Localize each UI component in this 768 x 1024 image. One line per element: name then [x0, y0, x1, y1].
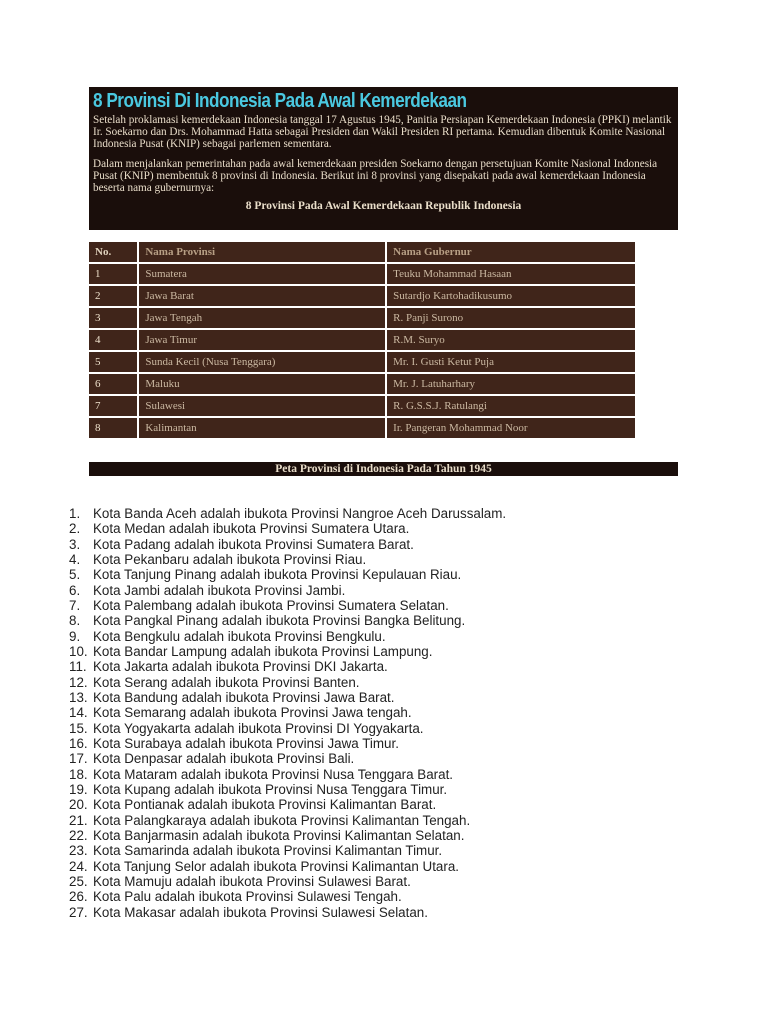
list-item-text: Kota Jambi adalah ibukota Provinsi Jambi.	[93, 582, 346, 598]
table-row	[89, 286, 635, 306]
list-item-number: 3.	[69, 536, 81, 552]
list-item	[69, 613, 506, 628]
list-item-number: 11.	[69, 659, 87, 675]
list-item-text: Kota Tanjung Pinang adalah ibukota Provinsi Kepulauan Riau.	[93, 567, 462, 583]
list-item-number: 16.	[69, 735, 88, 751]
list-item	[69, 506, 506, 521]
list-item	[69, 721, 506, 736]
list-item	[69, 659, 506, 674]
list-item-text: Kota Palu adalah ibukota Provinsi Sulawesi Tengah.	[93, 889, 402, 905]
table-row	[89, 264, 635, 284]
list-item-text: Kota Mataram adalah ibukota Provinsi Nusa Tenggara Barat.	[93, 766, 454, 782]
list-item-number: 6.	[69, 582, 81, 598]
list-item-number: 12.	[69, 674, 88, 690]
list-item-text: Kota Pontianak adalah ibukota Provinsi Kalimantan Barat.	[93, 797, 437, 813]
list-item-text: Kota Pekanbaru adalah ibukota Provinsi Riau.	[93, 551, 367, 567]
cell-no: 4	[89, 330, 137, 350]
cell-province: Jawa Barat	[139, 286, 385, 306]
cell-province: Maluku	[139, 374, 385, 394]
list-item-number: 18.	[69, 766, 88, 782]
list-item-number: 22.	[69, 827, 88, 843]
cell-governor: R.M. Suryo	[387, 330, 635, 350]
list-item-text: Kota Serang adalah ibukota Provinsi Banten.	[93, 674, 360, 690]
article-header	[89, 87, 678, 230]
list-item-number: 25.	[69, 873, 88, 889]
list-item-number: 20.	[69, 797, 88, 813]
table-caption: 8 Provinsi Pada Awal Kemerdekaan Republik Indonesia	[245, 200, 522, 213]
list-item	[69, 767, 506, 782]
list-item-number: 7.	[69, 597, 81, 613]
list-item	[69, 736, 506, 751]
cell-province: Kalimantan	[139, 418, 385, 438]
list-item-number: 8.	[69, 613, 81, 629]
list-item	[69, 552, 506, 567]
list-item-text: Kota Medan adalah ibukota Provinsi Sumatera Utara.	[93, 521, 410, 537]
list-item-text: Kota Mamuju adalah ibukota Provinsi Sulawesi Barat.	[93, 873, 411, 889]
cell-no: 6	[89, 374, 137, 394]
cell-no: 1	[89, 264, 137, 284]
list-item-text: Kota Surabaya adalah ibukota Provinsi Jawa Timur.	[93, 735, 399, 751]
capital-city-list	[69, 506, 506, 920]
list-item	[69, 751, 506, 766]
list-item-text: Kota Pangkal Pinang adalah ibukota Provinsi Bangka Belitung.	[93, 613, 466, 629]
cell-governor: Ir. Pangeran Mohammad Noor	[387, 418, 635, 438]
cell-governor: R. Panji Surono	[387, 308, 635, 328]
header-cell-no: No.	[89, 242, 137, 262]
list-item-text: Kota Banda Aceh adalah ibukota Provinsi Nangroe Aceh Darussalam.	[93, 506, 507, 521]
cell-no: 8	[89, 418, 137, 438]
list-item-text: Kota Denpasar adalah ibukota Provinsi Bali.	[93, 751, 355, 767]
list-item-number: 23.	[69, 843, 88, 859]
table-row	[89, 418, 635, 438]
table-row	[89, 396, 635, 416]
list-item	[69, 598, 506, 613]
list-item	[69, 782, 506, 797]
list-item-number: 26.	[69, 889, 88, 905]
table-row	[89, 308, 635, 328]
list-item-number: 4.	[69, 551, 81, 567]
list-item	[69, 843, 506, 858]
list-item-number: 21.	[69, 812, 88, 828]
list-item	[69, 813, 506, 828]
cell-no: 3	[89, 308, 137, 328]
map-caption: Peta Provinsi di Indonesia Pada Tahun 1945	[89, 462, 678, 476]
list-item	[69, 797, 506, 812]
cell-province: Sulawesi	[139, 396, 385, 416]
cell-governor: Teuku Mohammad Hasaan	[387, 264, 635, 284]
cell-province: Jawa Timur	[139, 330, 385, 350]
list-item	[69, 629, 506, 644]
list-item	[69, 567, 506, 582]
list-item-text: Kota Samarinda adalah ibukota Provinsi Kalimantan Timur.	[93, 843, 443, 859]
list-item-text: Kota Yogyakarta adalah ibukota Provinsi DI Yogyakarta.	[93, 720, 424, 736]
cell-governor: R. G.S.S.J. Ratulangi	[387, 396, 635, 416]
list-item	[69, 874, 506, 889]
page-title: 8 Provinsi Di Indonesia Pada Awal Kemerdekaan	[93, 90, 467, 112]
list-item	[69, 905, 506, 920]
province-table-wrapper	[87, 240, 637, 440]
list-item-number: 19.	[69, 781, 88, 797]
list-item-text: Kota Bandar Lampung adalah ibukota Provinsi Lampung.	[93, 643, 433, 659]
list-item-number: 13.	[69, 689, 88, 705]
list-item-text: Kota Semarang adalah ibukota Provinsi Jawa tengah.	[93, 705, 412, 721]
list-item-number: 17.	[69, 751, 88, 767]
list-item	[69, 675, 506, 690]
cell-no: 2	[89, 286, 137, 306]
list-item-text: Kota Bandung adalah ibukota Provinsi Jawa Barat.	[93, 689, 395, 705]
list-item-text: Kota Tanjung Selor adalah ibukota Provinsi Kalimantan Utara.	[93, 858, 459, 874]
list-item	[69, 537, 506, 552]
cell-governor: Mr. I. Gusti Ketut Puja	[387, 352, 635, 372]
list-item-number: 24.	[69, 858, 88, 874]
cell-governor: Sutardjo Kartohadikusumo	[387, 286, 635, 306]
list-item-number: 1.	[69, 506, 81, 521]
header-cell-province: Nama Provinsi	[139, 242, 385, 262]
list-item-number: 15.	[69, 720, 88, 736]
list-item	[69, 889, 506, 904]
table-row	[89, 352, 635, 372]
list-item-number: 10.	[69, 643, 88, 659]
province-table	[87, 240, 637, 440]
list-item-number: 9.	[69, 628, 81, 644]
table-row	[89, 374, 635, 394]
list-item-text: Kota Padang adalah ibukota Provinsi Sumatera Barat.	[93, 536, 414, 552]
list-item-text: Kota Makasar adalah ibukota Provinsi Sulawesi Selatan.	[93, 904, 428, 920]
list-item-number: 27.	[69, 904, 88, 920]
cell-province: Jawa Tengah	[139, 308, 385, 328]
table-row	[89, 330, 635, 350]
list-item-text: Kota Jakarta adalah ibukota Provinsi DKI Jakarta.	[93, 659, 388, 675]
list-item	[69, 583, 506, 598]
cell-province: Sunda Kecil (Nusa Tenggara)	[139, 352, 385, 372]
cell-no: 5	[89, 352, 137, 372]
table-header-row	[89, 242, 635, 262]
list-item	[69, 828, 506, 843]
list-item	[69, 859, 506, 874]
list-item-text: Kota Palembang adalah ibukota Provinsi Sumatera Selatan.	[93, 597, 449, 613]
intro-paragraph: Setelah proklamasi kemerdekaan Indonesia tanggal 17 Agustus 1945, Panitia Persiapan Kemerdekaan Indonesia (PPKI) melantik Ir. Soekarno dan Drs. Mohammad Hatta sebagai Presiden dan Wakil Presiden RI pertama. Kemudian dibentuk Komite Nasional Indonesia Pusat (KNIP) sebagai parlemen sementara.	[93, 114, 672, 151]
list-item-number: 2.	[69, 521, 81, 537]
body-paragraph: Dalam menjalankan pemerintahan pada awal kemerdekaan presiden Soekarno dengan persetujuan Komite Nasional Indonesia Pusat (KNIP) membentuk 8 provinsi di Indonesia. Berikut ini 8 provinsi yang disepakati pada awal kemerdekaan Indonesia beserta nama gubernurnya:	[93, 157, 658, 195]
cell-governor: Mr. J. Latuharhary	[387, 374, 635, 394]
list-item-number: 14.	[69, 705, 88, 721]
list-item	[69, 521, 506, 536]
header-cell-governor: Nama Gubernur	[387, 242, 635, 262]
cell-no: 7	[89, 396, 137, 416]
list-item-text: Kota Kupang adalah ibukota Provinsi Nusa Tenggara Timur.	[93, 781, 448, 797]
list-item	[69, 644, 506, 659]
list-item	[69, 705, 506, 720]
list-item	[69, 690, 506, 705]
list-item-text: Kota Palangkaraya adalah ibukota Provinsi Kalimantan Tengah.	[93, 812, 471, 828]
list-item-text: Kota Bengkulu adalah ibukota Provinsi Bengkulu.	[93, 628, 386, 644]
list-item-text: Kota Banjarmasin adalah ibukota Provinsi Kalimantan Selatan.	[93, 827, 465, 843]
list-item-number: 5.	[69, 567, 81, 583]
cell-province: Sumatera	[139, 264, 385, 284]
